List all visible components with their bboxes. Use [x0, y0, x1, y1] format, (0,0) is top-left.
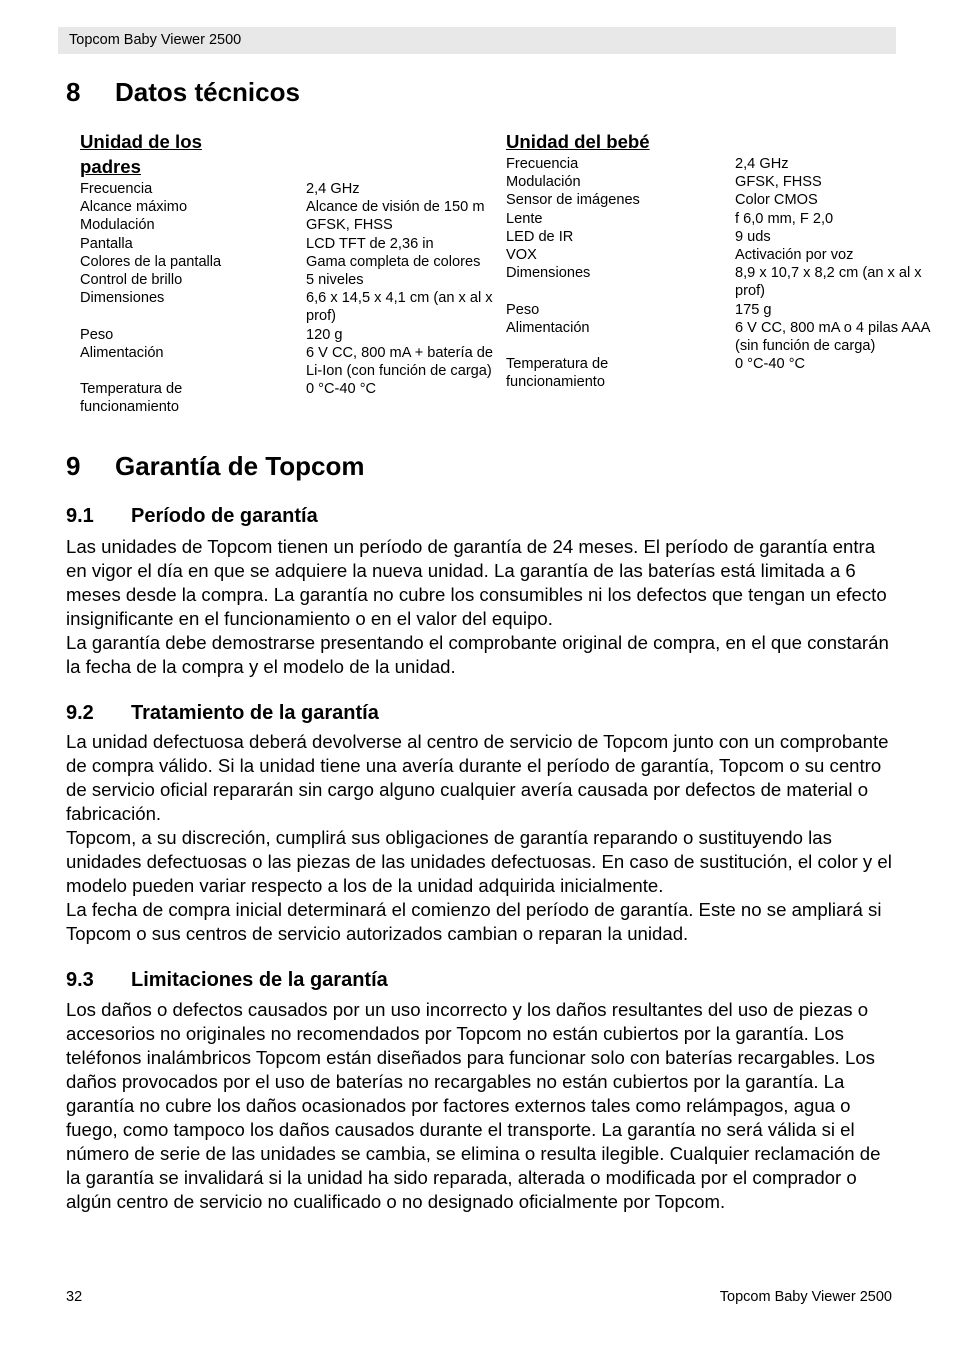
section-9-heading — [66, 451, 364, 482]
paragraph: Los daños o defectos causados por un uso incorrecto y los daños resultantes del uso de piezas o accesorios no originales no recomendados por Topcom no están cubiertos por la garantía. Los teléfonos inalámbricos Topcom están diseñados para funcionar solo con baterías recargables. Los daños provocados por el uso de baterías no recargables no están cubiertos por la garantía. La garantía no cubre los daños ocasionados por factores externos tales como relámpagos, agua o fuego, como tampoco los daños causados durante el transporte. La garantía no será válida si el número de serie de las unidades se cambia, se elimina o resulta ilegible. Cualquier reclamación de la garantía se invalidará si la unidad ha sido reparada, alterada o modificada por el comprador o algún centro de servicio no cualificado o no designado oficialmente por Topcom. — [66, 999, 881, 1212]
section-9-1-heading — [66, 505, 318, 528]
table-row — [506, 246, 930, 264]
section-8-title: Datos técnicos — [115, 77, 300, 107]
paragraph: Las unidades de Topcom tienen un período de garantía de 24 meses. El período de garantía entra en vigor el día en que se adquiere la nueva unidad. La garantía de las baterías está limitada a 6 meses desde la compra. La garantía no cubre los consumibles ni los defectos que tengan un efecto insignificante en el funcionamiento o en el valor del equipo. — [66, 536, 887, 629]
table-row — [80, 216, 513, 234]
table-row — [506, 319, 930, 355]
section-9-2-body — [66, 730, 896, 946]
spec-value: 6 V CC, 800 mA + batería de Li-Ion (con función de carga) — [306, 344, 493, 380]
spec-label: Lente — [506, 210, 543, 227]
section-9-title: Garantía de Topcom — [115, 451, 365, 481]
spec-value: GFSK, FHSS — [306, 217, 393, 234]
spec-value: 2,4 GHz — [306, 181, 360, 197]
spec-label: Sensor de imágenes — [506, 192, 640, 209]
spec-label: Temperatura de funcionamiento — [80, 381, 183, 416]
section-9-3-number: 9.3 — [66, 969, 94, 991]
table-row — [80, 235, 513, 253]
table-row — [80, 198, 513, 216]
spec-label: Control de brillo — [80, 272, 183, 289]
table-row — [506, 301, 930, 319]
spec-value: 6,6 x 14,5 x 4,1 cm (an x al x prof) — [306, 290, 493, 325]
baby-unit-specs — [506, 129, 930, 392]
table-row — [506, 210, 930, 228]
spec-value: 175 g — [735, 301, 772, 318]
table-row — [506, 173, 930, 191]
table-row — [80, 380, 513, 416]
section-9-1-title: Período de garantía — [131, 505, 318, 527]
spec-value: GFSK, FHSS — [735, 174, 822, 191]
paragraph: La unidad defectuosa deberá devolverse al centro de servicio de Topcom junto con un comprobante de compra válido. Si la unidad tiene una avería durante el período de garantía, Topcom o su centro de servicio oficial repararán sin cargo alguno cualquier avería causada por defectos de material o fabricación. — [66, 731, 889, 824]
section-9-3-title: Limitaciones de la garantía — [131, 969, 388, 991]
spec-label: Alimentación — [506, 319, 590, 336]
section-9-3-body — [66, 998, 896, 1214]
spec-value: 6 V CC, 800 mA o 4 pilas AAA (sin función de carga) — [735, 319, 930, 355]
footer-title: Topcom Baby Viewer 2500 — [719, 1289, 892, 1305]
spec-value: 120 g — [306, 326, 343, 343]
spec-label: Colores de la pantalla — [80, 253, 222, 270]
spec-label: Temperatura de funcionamiento — [506, 356, 609, 391]
section-9-2-title: Tratamiento de la garantía — [131, 702, 379, 724]
table-row — [80, 253, 513, 271]
spec-value: Alcance de visión de 150 m — [306, 199, 485, 216]
spec-label: Modulación — [80, 217, 155, 234]
page-number: 32 — [66, 1289, 83, 1305]
table-row — [506, 155, 930, 173]
table-row — [80, 271, 513, 289]
baby-unit-title: Unidad del bebé — [506, 131, 650, 152]
paragraph: Topcom, a su discreción, cumplirá sus obligaciones de garantía reparando o sustituyendo las unidades defectuosas o las piezas de las unidades defectuosas. En caso de sustitución, el color y el modelo pueden variar respecto a los de la unidad adquirida inicialmente. — [66, 827, 892, 896]
spec-label: Modulación — [506, 174, 581, 191]
table-row — [506, 228, 930, 246]
spec-value: Activación por voz — [735, 247, 854, 264]
spec-label: Frecuencia — [80, 181, 153, 197]
header-title: Topcom Baby Viewer 2500 — [69, 32, 242, 48]
paragraph: La garantía debe demostrarse presentando el comprobante original de compra, en el que constarán la fecha de la compra y el modelo de la unidad. — [66, 632, 889, 677]
spec-value: 0 °C-40 °C — [735, 356, 806, 373]
section-9-1-body — [66, 535, 896, 679]
spec-value: 2,4 GHz — [735, 156, 789, 172]
spec-value: 9 uds — [735, 228, 771, 245]
table-row — [80, 326, 513, 344]
spec-label: Dimensiones — [506, 265, 591, 282]
table-row — [80, 289, 513, 325]
section-9-1-number: 9.1 — [66, 505, 94, 527]
baby-unit-table — [506, 155, 930, 392]
spec-value: 5 niveles — [306, 272, 364, 289]
spec-value: Color CMOS — [735, 192, 818, 209]
table-row — [506, 264, 930, 300]
section-9-3-heading — [66, 969, 388, 992]
table-row — [80, 344, 513, 380]
spec-label: Dimensiones — [80, 290, 165, 307]
section-8-number: 8 — [66, 77, 81, 107]
spec-label: Peso — [80, 326, 114, 343]
parent-unit-title: Unidad de los padres — [80, 131, 202, 177]
page-header — [58, 27, 896, 54]
spec-value: f 6,0 mm, F 2,0 — [735, 210, 834, 227]
section-9-2-number: 9.2 — [66, 702, 94, 724]
spec-label: Alcance máximo — [80, 199, 188, 216]
spec-label: Pantalla — [80, 235, 133, 252]
paragraph: La fecha de compra inicial determinará el comienzo del período de garantía. Este no se ampliará si Topcom o sus centros de servicio autorizados cambian o reparan la unidad. — [66, 899, 882, 944]
spec-value: 0 °C-40 °C — [306, 381, 377, 398]
spec-value: LCD TFT de 2,36 in — [306, 235, 434, 252]
spec-label: LED de IR — [506, 228, 574, 245]
table-row — [506, 355, 930, 391]
spec-label: VOX — [506, 247, 537, 264]
parent-unit-specs — [80, 129, 513, 417]
spec-value: 8,9 x 10,7 x 8,2 cm (an x al x prof) — [735, 265, 922, 300]
spec-label: Frecuencia — [506, 156, 579, 172]
parent-unit-table — [80, 180, 513, 417]
table-row — [506, 191, 930, 209]
section-9-number: 9 — [66, 451, 81, 481]
section-9-2-heading — [66, 702, 379, 725]
spec-value: Gama completa de colores — [306, 253, 481, 270]
section-8-heading — [66, 77, 300, 108]
spec-label: Alimentación — [80, 344, 164, 361]
table-row — [80, 180, 513, 198]
spec-label: Peso — [506, 301, 540, 318]
